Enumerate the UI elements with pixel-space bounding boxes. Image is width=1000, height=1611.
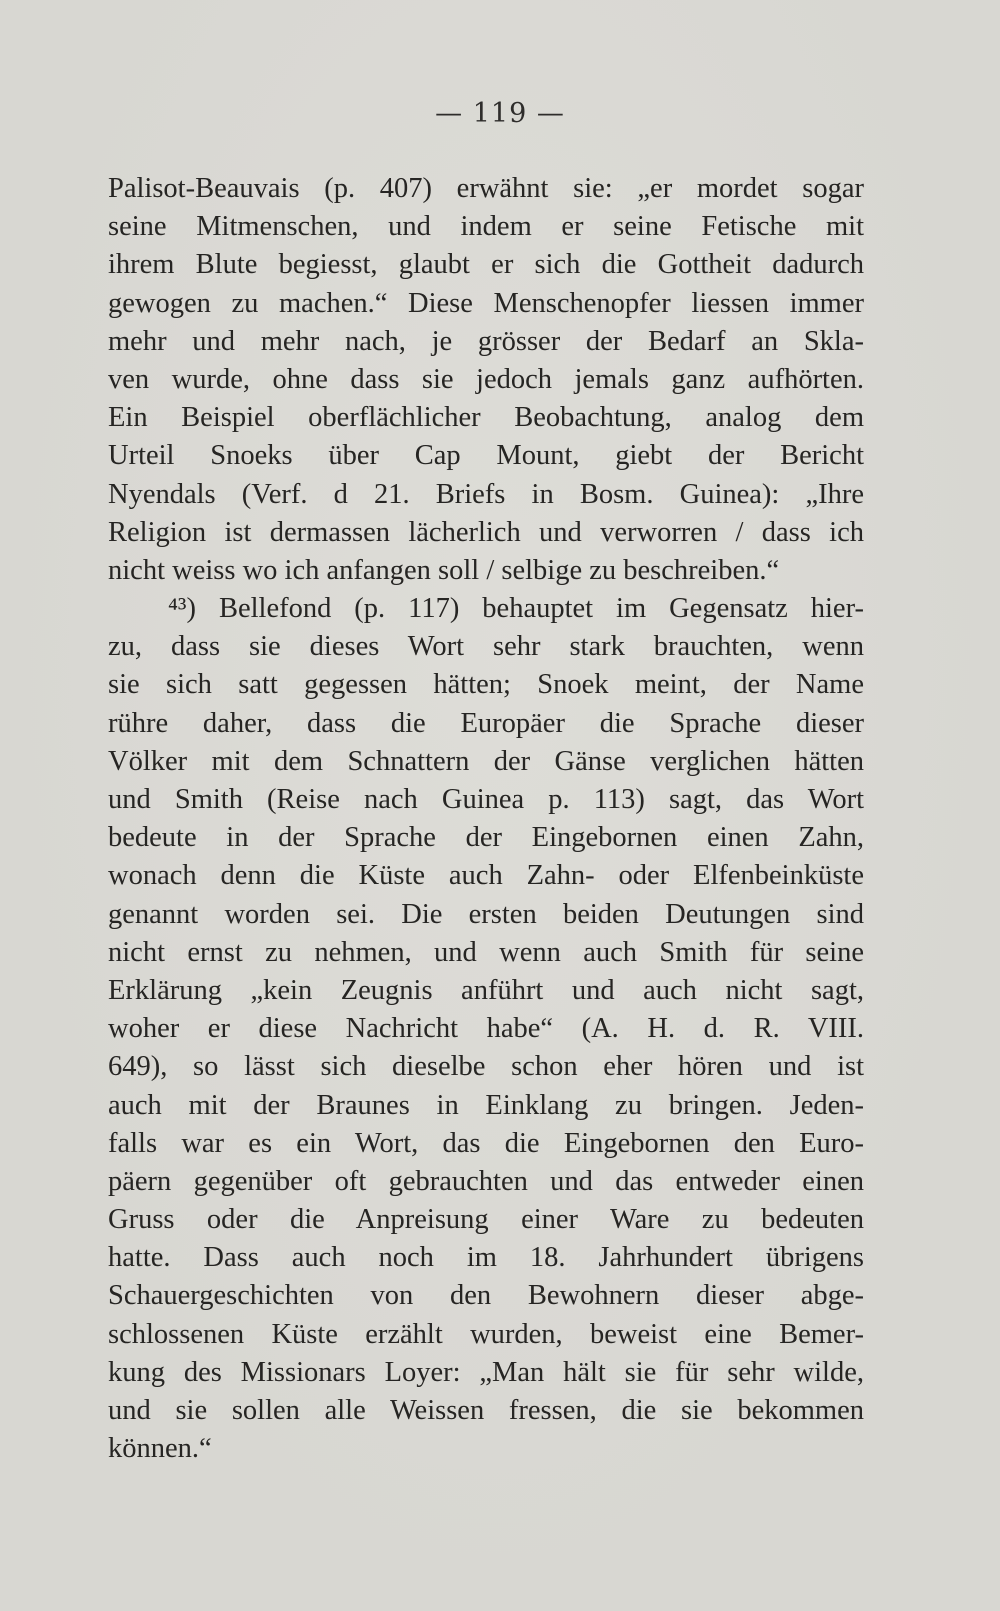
- text-line: ven wurde, ohne dass sie jedoch jemals ganz aufhörten.: [108, 363, 864, 395]
- text-line: kung des Missionars Loyer: „Man hält sie für sehr wilde,: [108, 1356, 864, 1388]
- text-line: hatte. Dass auch noch im 18. Jahrhundert übrigens: [108, 1242, 864, 1274]
- footnote-start-line: ⁴³) Bellefond (p. 117) behauptet im Gegensatz hier-: [168, 593, 864, 625]
- text-line: rühre daher, dass die Europäer die Sprache dieser: [108, 707, 864, 739]
- text-line: zu, dass sie dieses Wort sehr stark brauchten, wenn: [108, 631, 864, 663]
- text-line: falls war es ein Wort, das die Eingebornen den Euro-: [108, 1127, 864, 1159]
- text-line: Schauergeschichten von den Bewohnern dieser abge-: [108, 1280, 864, 1312]
- text-line: bedeute in der Sprache der Eingebornen einen Zahn,: [108, 822, 864, 854]
- text-line: 649), so lässt sich dieselbe schon eher hören und ist: [108, 1051, 864, 1083]
- page-number: — 119 —: [435, 98, 565, 129]
- text-line: genannt worden sei. Die ersten beiden Deutungen sind: [108, 898, 864, 930]
- text-line: Palisot-Beauvais (p. 407) erwähnt sie: „er mordet sogar: [108, 173, 864, 204]
- text-line: Gruss oder die Anpreisung einer Ware zu bedeuten: [108, 1204, 864, 1236]
- text-line: nicht ernst zu nehmen, und wenn auch Smith für seine: [108, 936, 864, 968]
- text-line: Erklärung „kein Zeugnis anführt und auch nicht sagt,: [108, 974, 864, 1006]
- text-line: sie sich satt gegessen hätten; Snoek meint, der Name: [108, 669, 864, 701]
- text-line: Urteil Snoeks über Cap Mount, giebt der Bericht: [108, 440, 864, 472]
- text-line: seine Mitmenschen, und indem er seine Fetische mit: [108, 211, 864, 243]
- text-line: können.“: [108, 1433, 212, 1465]
- text-line: woher er diese Nachricht habe“ (A. H. d. R. VIII.: [108, 1013, 864, 1045]
- text-line: Nyendals (Verf. d 21. Briefs in Bosm. Guinea): „Ihre: [108, 478, 864, 510]
- text-line: Religion ist dermassen lächerlich und verworren / dass ich: [108, 516, 864, 548]
- text-line: und Smith (Reise nach Guinea p. 113) sagt, das Wort: [108, 784, 864, 815]
- text-line: nicht weiss wo ich anfangen soll / selbige zu beschreiben.“: [108, 554, 780, 586]
- text-line: Ein Beispiel oberflächlicher Beobachtung, analog dem: [108, 402, 864, 434]
- body-text: [108, 170, 864, 1468]
- text-line: mehr und mehr nach, je grösser der Bedarf an Skla-: [108, 325, 864, 357]
- text-line: schlossenen Küste erzählt wurden, beweist eine Bemer-: [108, 1318, 864, 1350]
- text-line: päern gegenüber oft gebrauchten und das entweder einen: [108, 1165, 864, 1197]
- text-line: gewogen zu machen.“ Diese Menschenopfer liessen immer: [108, 287, 864, 319]
- text-line: wonach denn die Küste auch Zahn- oder Elfenbeinküste: [108, 860, 864, 892]
- text-line: und sie sollen alle Weissen fressen, die sie bekommen: [108, 1395, 864, 1426]
- text-line: ihrem Blute begiesst, glaubt er sich die Gottheit dadurch: [108, 249, 864, 281]
- text-line: Völker mit dem Schnattern der Gänse verglichen hätten: [108, 745, 864, 777]
- text-line: auch mit der Braunes in Einklang zu bringen. Jeden-: [108, 1089, 864, 1121]
